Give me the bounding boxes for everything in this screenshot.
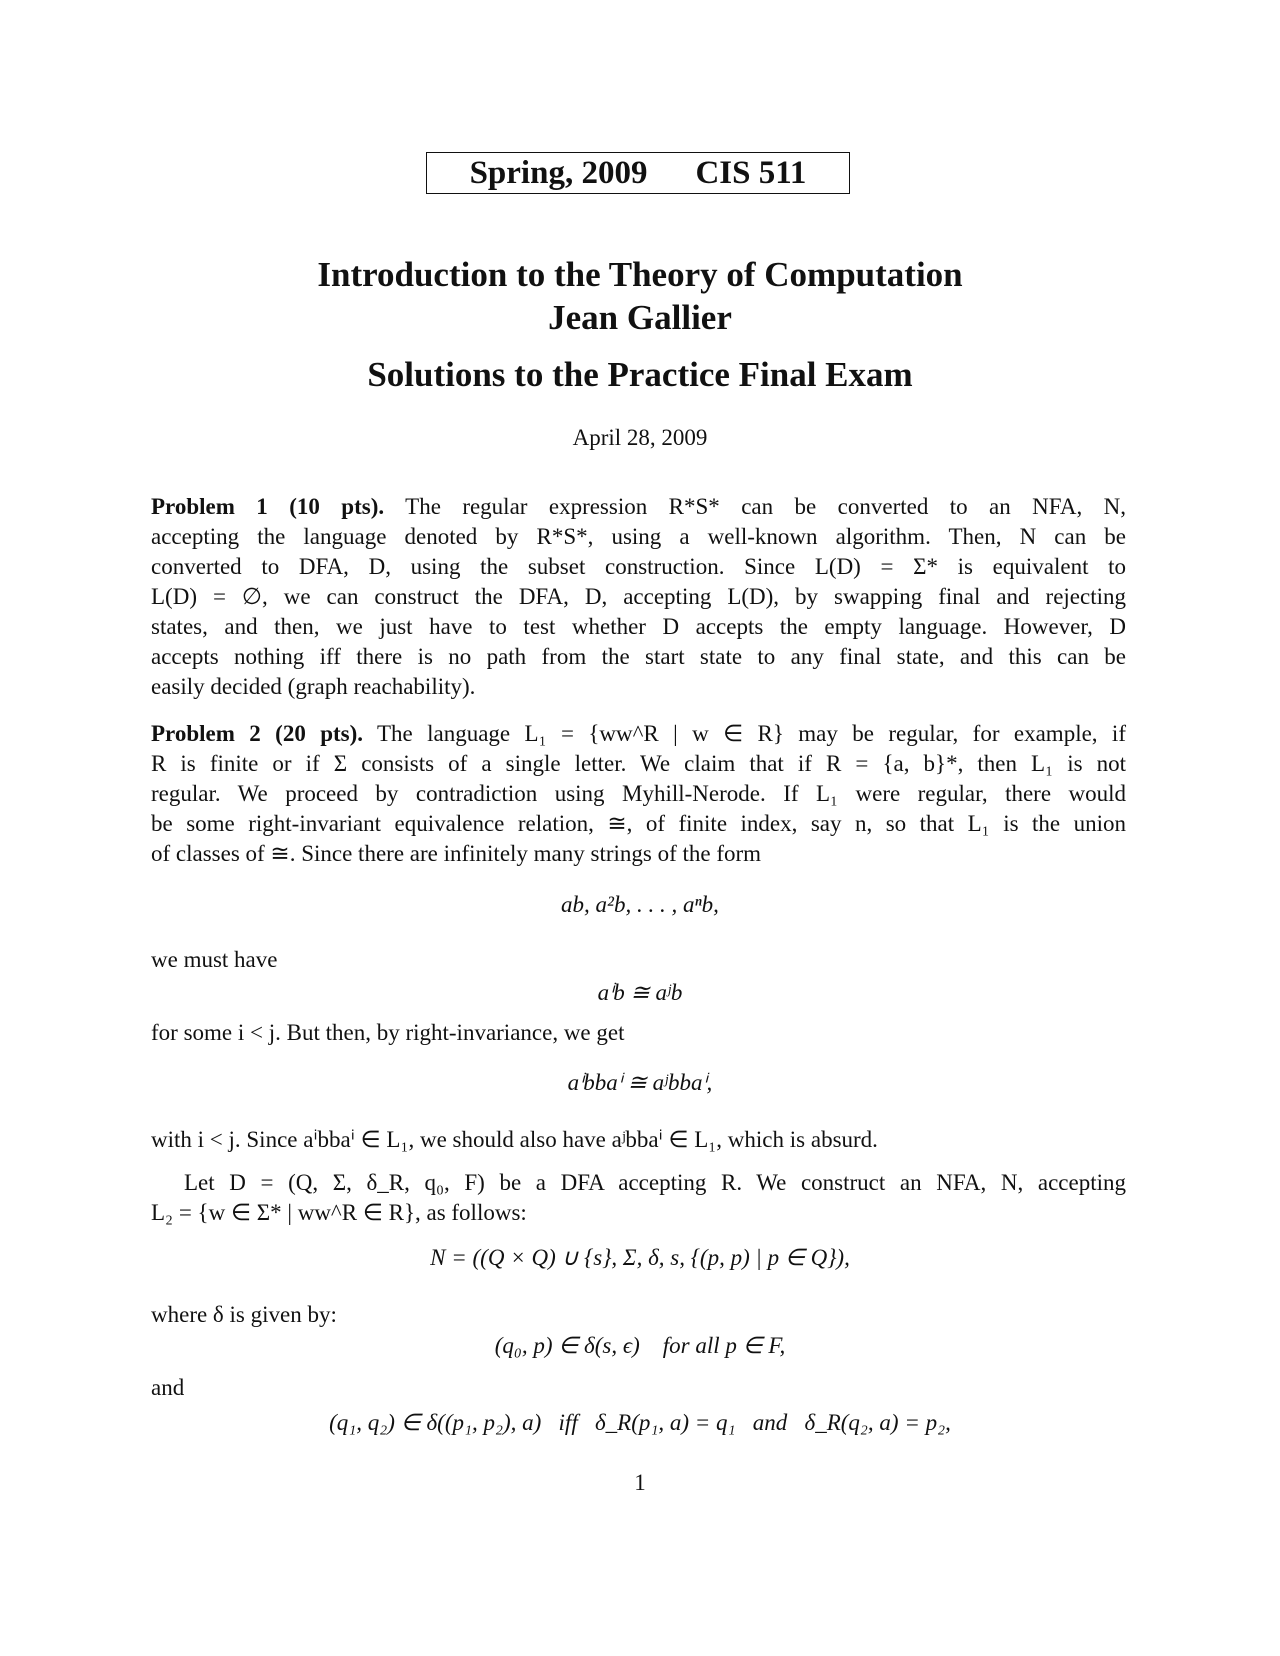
problem-1-paragraph [151,492,1126,702]
equation-strings: ab, a²b, . . . , aⁿb, [561,892,719,917]
nfa-construction-line: L₂ = {w ∈ Σ* | ww^R ∈ R}, as follows: [151,1200,527,1225]
problem-1-line: easily decided (graph reachability). [151,674,476,699]
document-subtitle: Solutions to the Practice Final Exam [367,355,913,394]
problem-2-line: Problem 2 (20 pts). The language L₁ = {ww^R | w ∈ R} may be regular, for example, if [151,721,1126,746]
problem-2-paragraph [151,719,1126,869]
problem-1-label: Problem 1 (10 pts). [151,494,385,519]
equation-delta-transition: (q₁, q₂) ∈ δ((p₁, p₂), a) iff δ_R(p₁, a) = q₁ and δ_R(q₂, a) = p₂, [329,1410,951,1435]
problem-2-line: be some right-invariant equivalence relation, ≅, of finite index, say n, so that L₁ is the union [151,811,1126,836]
problem-1-line: accepting the language denoted by R*S*, using a well-known algorithm. Then, N can be [151,524,1126,549]
problem-1-line: converted to DFA, D, using the subset construction. Since L(D) = Σ* is equivalent to [151,554,1126,579]
equation-right-invariance: aⁱbbaⁱ ≅ aʲbbaⁱ, [567,1070,713,1095]
equation-nfa-definition: N = ((Q × Q) ∪ {s}, Σ, δ, s, {(p, p) | p ∈ Q}), [430,1245,850,1270]
nfa-construction-paragraph [151,1168,1126,1228]
page-number: 1 [634,1470,646,1495]
document-date: April 28, 2009 [572,425,708,450]
problem-2-line: R is finite or if Σ consists of a single letter. We claim that if R = {a, b}*, then L₁ is not [151,751,1126,776]
problem-1-line: accepts nothing iff there is no path from the start state to any final state, and this can be [151,644,1126,669]
equation-delta-start: (q₀, p) ∈ δ(s, ϵ) for all p ∈ F, [494,1333,786,1358]
problem-2-line: regular. We proceed by contradiction using Myhill-Nerode. If L₁ were regular, there would [151,781,1126,806]
equation-congruence: aⁱb ≅ aʲb [597,980,683,1005]
author-name: Jean Gallier [548,298,732,337]
problem-1-line: Problem 1 (10 pts). The regular expression R*S* can be converted to an NFA, N, [151,494,1126,519]
document-title: Introduction to the Theory of Computation [317,255,963,294]
text-and: and [151,1375,185,1400]
text-contradiction: with i < j. Since aⁱbbaⁱ ∈ L₁, we should also have aʲbbaⁱ ∈ L₁, which is absurd. [151,1127,878,1152]
course-label: CIS 511 [695,154,807,191]
text-right-invariance: for some i < j. But then, by right-invariance, we get [151,1020,625,1045]
problem-2-label: Problem 2 (20 pts). [151,721,364,746]
problem-1-line: L(D) = ∅, we can construct the DFA, D, accepting L(D), by swapping final and rejecting [151,584,1126,609]
problem-1-line: states, and then, we just have to test whether D accepts the empty language. However, D [151,614,1126,639]
text-where-delta: where δ is given by: [151,1302,337,1327]
course-header-box [426,152,850,194]
text-we-must-have: we must have [151,947,278,972]
nfa-construction-line: Let D = (Q, Σ, δ_R, q₀, F) be a DFA accepting R. We construct an NFA, N, accepting [184,1170,1126,1195]
problem-2-line: of classes of ≅. Since there are infinitely many strings of the form [151,841,762,866]
term-label: Spring, 2009 [469,154,648,191]
